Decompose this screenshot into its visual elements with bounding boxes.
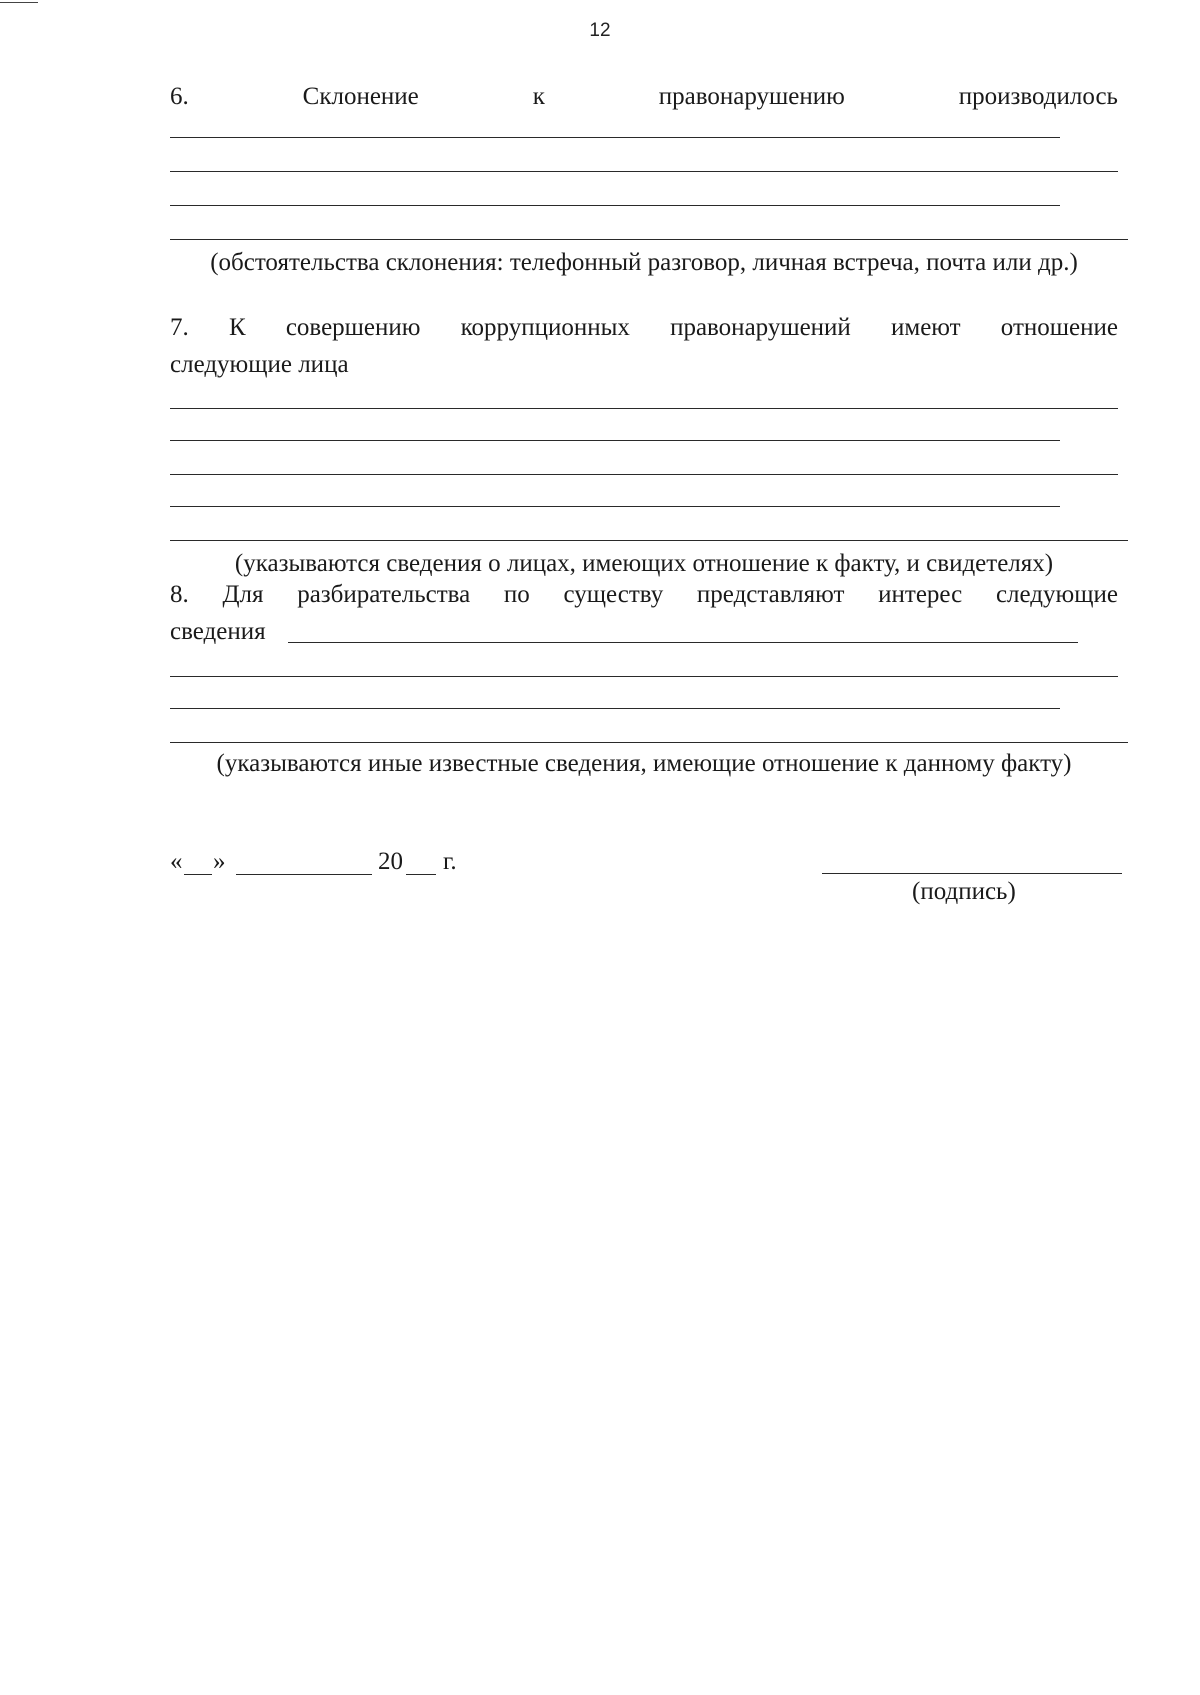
item7-fill-line[interactable] — [170, 474, 1118, 475]
date-day-line[interactable] — [184, 874, 212, 875]
item7-fill-line[interactable] — [170, 506, 1060, 507]
item8-heading-line2: сведения — [170, 618, 266, 645]
item8-word: существу — [563, 581, 664, 608]
item8-fill-line[interactable] — [170, 742, 1128, 743]
item8-word: разбирательства — [297, 581, 471, 608]
item7-fill-line[interactable] — [170, 408, 1118, 409]
item8-fill-line[interactable] — [288, 642, 1078, 643]
item6-fill-line[interactable] — [170, 239, 1128, 240]
item6-word: производилось — [958, 83, 1118, 110]
item6-fill-line[interactable] — [170, 137, 1060, 138]
date-month-line[interactable] — [236, 874, 372, 875]
date-open-quote: « — [170, 848, 183, 875]
date-year-prefix: 20 — [378, 848, 403, 875]
signature-line[interactable] — [822, 873, 1122, 874]
date-year-suffix: г. — [443, 848, 457, 875]
item8-note: (указываются иные известные сведения, имеющие отношение к данному факту) — [216, 750, 1072, 777]
signature-caption: (подпись) — [912, 878, 1016, 905]
item7-word: правонарушений — [670, 314, 851, 341]
item7-note: (указываются сведения о лицах, имеющих отношение к факту, и свидетелях) — [234, 550, 1054, 577]
item8-word: следующие — [995, 581, 1118, 608]
date-close-quote: » — [213, 848, 226, 875]
item8-word: Для — [222, 581, 264, 608]
item6-word: 6. — [170, 83, 189, 110]
date-year-line[interactable] — [406, 874, 436, 875]
item8-word: по — [503, 581, 530, 608]
item7-word: совершению — [285, 314, 421, 341]
item7-word: коррупционных — [460, 314, 630, 341]
item7-heading-line2: следующие лица — [170, 351, 349, 378]
item7-fill-line[interactable] — [170, 440, 1060, 441]
item6-word: к — [532, 83, 545, 110]
scan-edge-mark — [0, 2, 38, 3]
item8-word: интерес — [878, 581, 963, 608]
item6-heading — [170, 82, 1118, 112]
item7-fill-line[interactable] — [170, 540, 1128, 541]
item7-word: 7. — [170, 314, 189, 341]
item6-note: (обстоятельства склонения: телефонный разговор, личная встреча, почта или др.) — [210, 249, 1078, 276]
item6-word: Склонение — [302, 83, 419, 110]
item8-fill-line[interactable] — [170, 676, 1118, 677]
item6-word: правонарушению — [658, 83, 845, 110]
item8-heading — [170, 580, 1118, 610]
item7-word: отношение — [1000, 314, 1118, 341]
item7-word: К — [228, 314, 246, 341]
item6-fill-line[interactable] — [170, 205, 1060, 206]
item7-word: имеют — [891, 314, 961, 341]
item7-heading — [170, 313, 1118, 343]
item8-fill-line[interactable] — [170, 708, 1060, 709]
page-number: 12 — [589, 20, 611, 41]
item8-word: представляют — [696, 581, 845, 608]
item8-word: 8. — [170, 581, 189, 608]
item6-fill-line[interactable] — [170, 171, 1118, 172]
